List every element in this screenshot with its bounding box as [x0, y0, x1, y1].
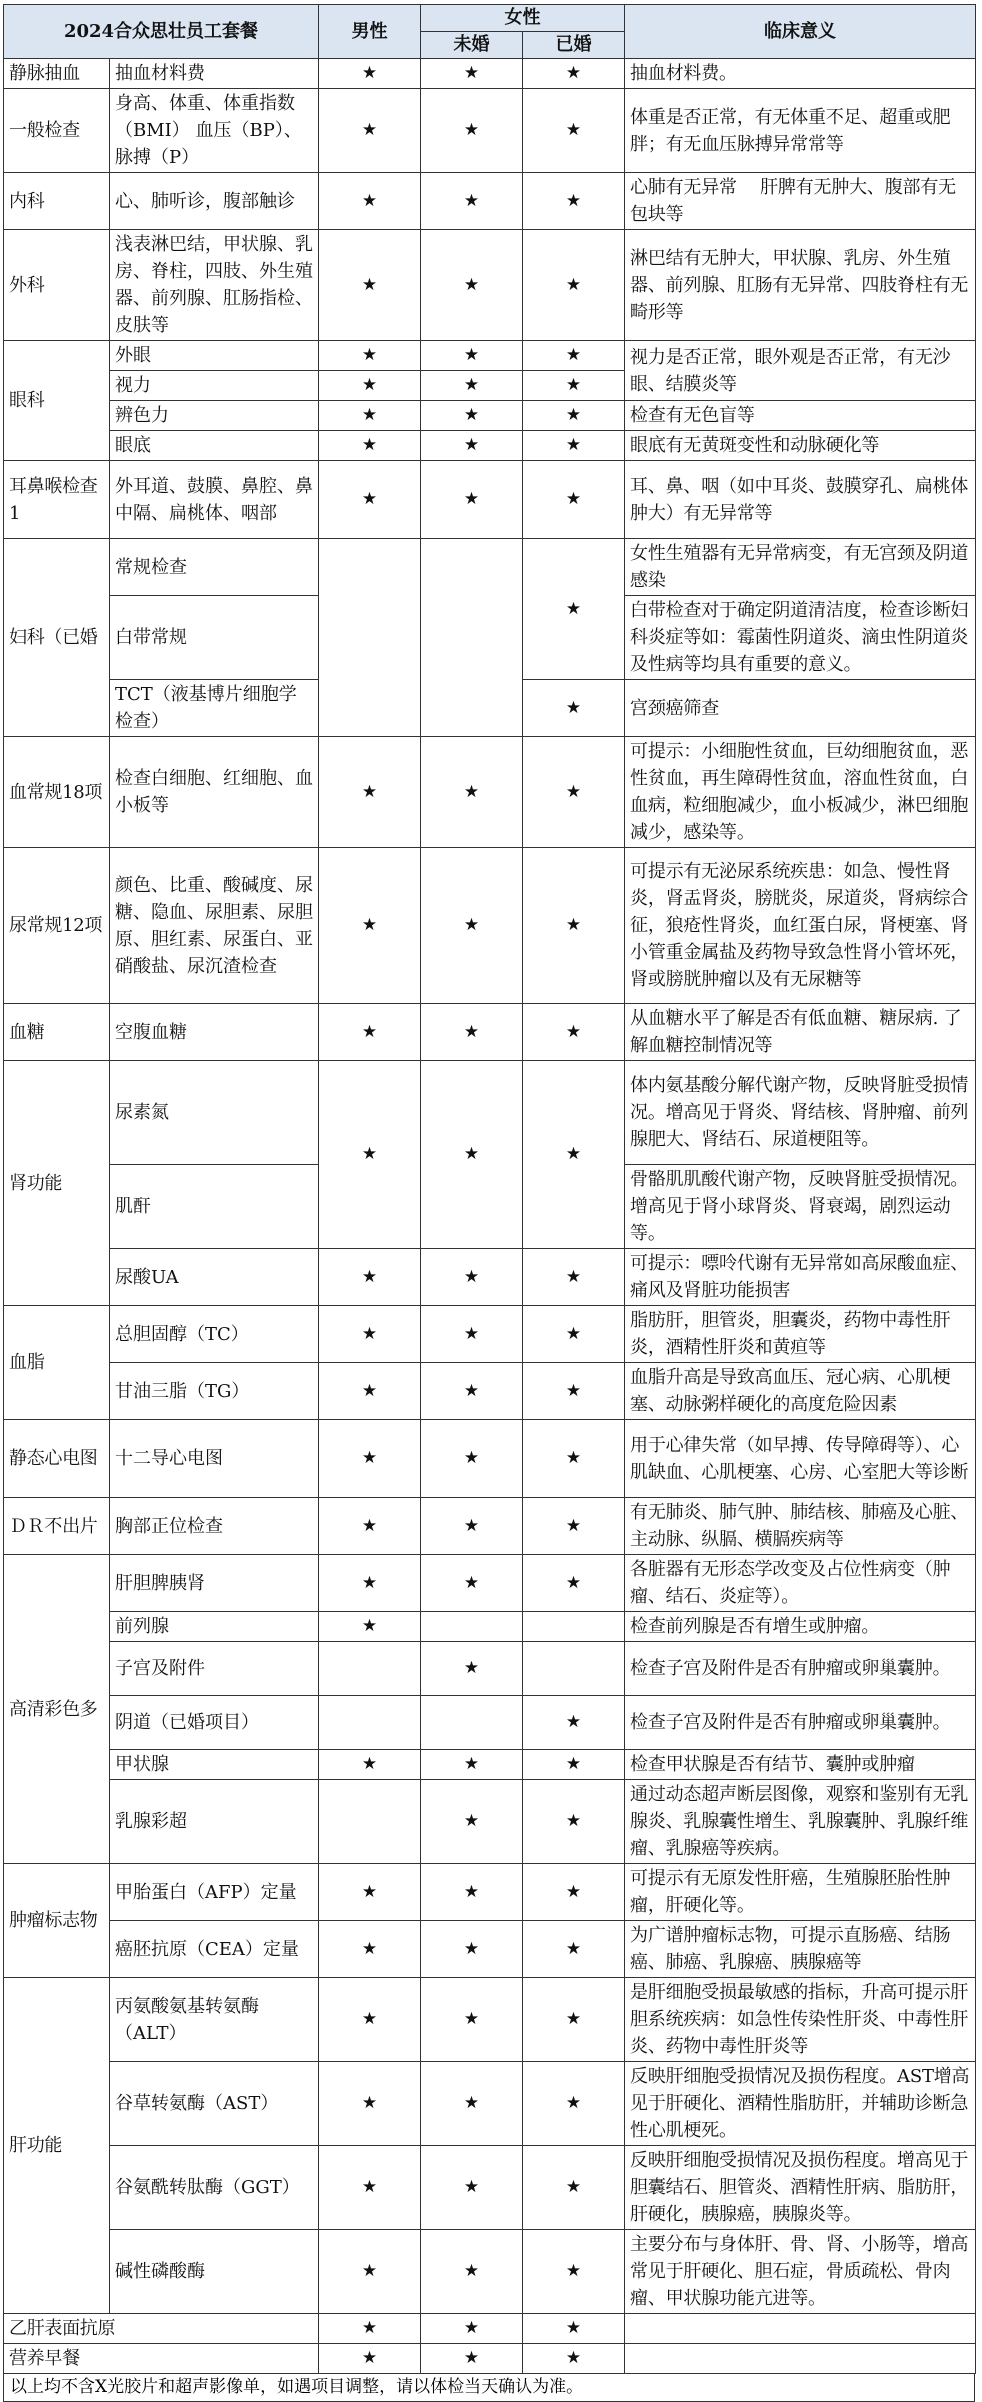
meaning-cell: 检查前列腺是否有增生或肿瘤。 [625, 1612, 976, 1642]
table-row [4, 1612, 976, 1642]
married-mark: ★ [523, 1306, 625, 1363]
category-cell: 肝功能 [4, 1978, 110, 2314]
meaning-cell: 可提示：小细胞性贫血，巨幼细胞贫血，恶性贫血，再生障碍性贫血，溶血性贫血，白血病，粒细胞减少，血小板减少，淋巴细胞减少，感染等。 [625, 737, 976, 848]
unmarried-empty-cell [421, 1696, 523, 1750]
category-cell: 静态心电图 [4, 1420, 110, 1498]
table-row [4, 1498, 976, 1555]
unmarried-mark: ★ [421, 431, 523, 461]
meaning-cell: 抽血材料费。 [625, 59, 976, 89]
item-cell: 颜色、比重、酸碱度、尿糖、隐血、尿胆素、尿胆原、胆红素、尿蛋白、亚硝酸盐、尿沉渣检查 [110, 848, 319, 1004]
unmarried-mark: ★ [421, 1978, 523, 2062]
married-mark: ★ [523, 1696, 625, 1750]
table-row [4, 1780, 976, 1864]
item-cell: 癌胚抗原（CEA）定量 [110, 1921, 319, 1978]
married-mark: ★ [523, 2230, 625, 2314]
header-male: 男性 [319, 5, 421, 59]
male-mark: ★ [319, 1061, 421, 1249]
header-clinical-meaning: 临床意义 [625, 5, 976, 59]
male-mark: ★ [319, 1004, 421, 1061]
male-mark: ★ [319, 230, 421, 341]
male-mark: ★ [319, 371, 421, 401]
married-mark: ★ [523, 371, 625, 401]
male-empty-cell [319, 1696, 421, 1750]
item-cell: 心、肺听诊，腹部触诊 [110, 173, 319, 230]
category-cell: 营养早餐 [4, 2344, 319, 2374]
married-mark: ★ [523, 1363, 625, 1420]
meaning-cell: 体重是否正常，有无体重不足、超重或肥胖；有无血压脉搏异常常等 [625, 89, 976, 173]
item-cell: 总胆固醇（TC） [110, 1306, 319, 1363]
married-mark: ★ [523, 1555, 625, 1612]
category-cell: 外科 [4, 230, 110, 341]
male-mark: ★ [319, 1420, 421, 1498]
meaning-cell: 用于心律失常（如早搏、传导障碍等）、心肌缺血、心肌梗塞、心房、心室肥大等诊断 [625, 1420, 976, 1498]
item-cell: 肝胆脾胰肾 [110, 1555, 319, 1612]
header-married: 已婚 [523, 32, 625, 59]
unmarried-mark: ★ [421, 2062, 523, 2146]
meaning-cell: 反映肝细胞受损情况及损伤程度。增高见于胆囊结石、胆管炎、酒精性肝病、脂肪肝，肝硬化，胰腺癌，胰腺炎等。 [625, 2146, 976, 2230]
meaning-cell: 各脏器有无形态学改变及占位性病变（肿瘤、结石、炎症等）。 [625, 1555, 976, 1612]
married-mark: ★ [523, 1249, 625, 1306]
item-cell: 肌酐 [110, 1165, 319, 1249]
male-mark: ★ [319, 1363, 421, 1420]
male-empty-cell [319, 539, 421, 737]
item-cell: 胸部正位检查 [110, 1498, 319, 1555]
unmarried-mark: ★ [421, 737, 523, 848]
header-female: 女性 [421, 5, 625, 32]
table-row [4, 2344, 976, 2374]
unmarried-mark: ★ [421, 341, 523, 371]
meaning-cell: 体内氨基酸分解代谢产物，反映肾脏受损情况。增高见于肾炎、肾结核、肾肿瘤、前列腺肥大、肾结石、尿道梗阻等。 [625, 1061, 976, 1165]
unmarried-mark: ★ [421, 59, 523, 89]
item-cell: 检查白细胞、红细胞、血小板等 [110, 737, 319, 848]
unmarried-mark: ★ [421, 1420, 523, 1498]
category-cell: 肿瘤标志物 [4, 1864, 110, 1978]
item-cell: 身高、体重、体重指数（BMI） 血压（BP）、脉搏（P） [110, 89, 319, 173]
male-mark: ★ [319, 1978, 421, 2062]
item-cell: 外眼 [110, 341, 319, 371]
table-row [4, 461, 976, 539]
table-row [4, 230, 976, 341]
item-cell: 外耳道、鼓膜、鼻腔、鼻中隔、扁桃体、咽部 [110, 461, 319, 539]
category-cell: 血糖 [4, 1004, 110, 1061]
male-mark: ★ [319, 431, 421, 461]
category-cell: 一般检查 [4, 89, 110, 173]
table-row [4, 539, 976, 596]
unmarried-mark: ★ [421, 1498, 523, 1555]
unmarried-empty-cell [421, 1612, 523, 1642]
male-mark: ★ [319, 1750, 421, 1780]
table-row [4, 737, 976, 848]
meaning-cell: 宫颈癌筛查 [625, 680, 976, 737]
item-cell: 甲胎蛋白（AFP）定量 [110, 1864, 319, 1921]
table-row [4, 1978, 976, 2062]
unmarried-mark: ★ [421, 2314, 523, 2344]
married-empty-cell [523, 1612, 625, 1642]
married-mark: ★ [523, 848, 625, 1004]
item-cell: 碱性磷酸酶 [110, 2230, 319, 2314]
married-mark: ★ [523, 1498, 625, 1555]
table-row [4, 89, 976, 173]
category-cell: 内科 [4, 173, 110, 230]
footnote: 以上均不含X光胶片和超声影像单，如遇项目调整，请以体检当天确认为准。 [3, 2374, 975, 2402]
unmarried-mark: ★ [421, 1750, 523, 1780]
meaning-cell: 心肺有无异常 肝脾有无肿大、腹部有无包块等 [625, 173, 976, 230]
male-mark: ★ [319, 89, 421, 173]
married-mark: ★ [523, 1864, 625, 1921]
married-mark: ★ [523, 539, 625, 680]
married-mark: ★ [523, 230, 625, 341]
item-cell: 阴道（已婚项目） [110, 1696, 319, 1750]
meaning-cell: 检查甲状腺是否有结节、囊肿或肿瘤 [625, 1750, 976, 1780]
married-mark: ★ [523, 737, 625, 848]
category-cell: 高清彩色多 [4, 1555, 110, 1864]
married-mark: ★ [523, 2314, 625, 2344]
male-mark: ★ [319, 1498, 421, 1555]
category-cell: 静脉抽血 [4, 59, 110, 89]
unmarried-mark: ★ [421, 1061, 523, 1249]
table-row [4, 431, 976, 461]
table-row [4, 1750, 976, 1780]
item-cell: 常规检查 [110, 539, 319, 596]
male-mark: ★ [319, 1612, 421, 1642]
category-cell: 尿常规12项 [4, 848, 110, 1004]
unmarried-mark: ★ [421, 1363, 523, 1420]
table-row [4, 1921, 976, 1978]
table-row [4, 1004, 976, 1061]
unmarried-mark: ★ [421, 89, 523, 173]
meaning-empty-cell [625, 2314, 976, 2344]
meaning-cell: 有无肺炎、肺气肿、肺结核、肺癌及心脏、主动脉、纵膈、横膈疾病等 [625, 1498, 976, 1555]
married-mark: ★ [523, 1780, 625, 1864]
category-cell: 眼科 [4, 341, 110, 461]
meaning-cell: 血脂升高是导致高血压、冠心病、心肌梗塞、动脉粥样硬化的高度危险因素 [625, 1363, 976, 1420]
married-empty-cell [523, 1642, 625, 1696]
table-row [4, 1642, 976, 1696]
item-cell: 丙氨酸氨基转氨酶（ALT） [110, 1978, 319, 2062]
category-cell: ＤＲ不出片 [4, 1498, 110, 1555]
table-row [4, 401, 976, 431]
male-mark: ★ [319, 1249, 421, 1306]
unmarried-mark: ★ [421, 1921, 523, 1978]
married-mark: ★ [523, 341, 625, 371]
item-cell: 抽血材料费 [110, 59, 319, 89]
unmarried-mark: ★ [421, 461, 523, 539]
male-mark: ★ [319, 341, 421, 371]
unmarried-mark: ★ [421, 2230, 523, 2314]
male-mark: ★ [319, 59, 421, 89]
table-row [4, 2146, 976, 2230]
married-mark: ★ [523, 59, 625, 89]
male-mark: ★ [319, 1306, 421, 1363]
item-cell: 尿素氮 [110, 1061, 319, 1165]
married-mark: ★ [523, 1750, 625, 1780]
meaning-cell: 检查子宫及附件是否有肿瘤或卵巢囊肿。 [625, 1642, 976, 1696]
meaning-cell: 可提示有无原发性肝癌，生殖腺胚胎性肿瘤，肝硬化等。 [625, 1864, 976, 1921]
male-mark: ★ [319, 1921, 421, 1978]
unmarried-mark: ★ [421, 401, 523, 431]
meaning-cell: 耳、鼻、咽（如中耳炎、鼓膜穿孔、扁桃体肿大）有无异常等 [625, 461, 976, 539]
male-mark: ★ [319, 2062, 421, 2146]
table-row [4, 173, 976, 230]
category-cell: 乙肝表面抗原 [4, 2314, 319, 2344]
item-cell: TCT（液基博片细胞学检查） [110, 680, 319, 737]
table-row [4, 1306, 976, 1363]
item-cell: 乳腺彩超 [110, 1780, 319, 1864]
married-mark: ★ [523, 680, 625, 737]
category-cell: 耳鼻喉检查1 [4, 461, 110, 539]
meaning-cell: 检查子宫及附件是否有肿瘤或卵巢囊肿。 [625, 1696, 976, 1750]
table-row [4, 1061, 976, 1165]
meaning-cell: 检查有无色盲等 [625, 401, 976, 431]
married-mark: ★ [523, 1921, 625, 1978]
unmarried-mark: ★ [421, 2146, 523, 2230]
meaning-cell: 从血糖水平了解是否有低血糖、糖尿病. 了解血糖控制情况等 [625, 1004, 976, 1061]
male-mark: ★ [319, 2230, 421, 2314]
table-row [4, 1864, 976, 1921]
married-mark: ★ [523, 173, 625, 230]
item-cell: 十二导心电图 [110, 1420, 319, 1498]
meaning-cell: 反映肝细胞受损情况及损伤程度。AST增高见于肝硬化、酒精性脂肪肝，并辅助诊断急性心肌梗死。 [625, 2062, 976, 2146]
married-mark: ★ [523, 1061, 625, 1249]
meaning-cell: 骨骼肌肌酸代谢产物，反映肾脏受损情况。增高见于肾小球肾炎、肾衰竭，剧烈运动等。 [625, 1165, 976, 1249]
married-mark: ★ [523, 431, 625, 461]
meaning-cell: 可提示有无泌尿系统疾患：如急、慢性肾炎，肾盂肾炎，膀胱炎，尿道炎，肾病综合征，狼疮性肾炎，血红蛋白尿，肾梗塞、肾小管重金属盐及药物导致急性肾小管坏死，肾或膀胱肿瘤以及有无尿糖等 [625, 848, 976, 1004]
male-mark: ★ [319, 401, 421, 431]
unmarried-mark: ★ [421, 371, 523, 401]
meaning-empty-cell [625, 2344, 976, 2374]
male-mark: ★ [319, 2146, 421, 2230]
table-row [4, 1696, 976, 1750]
table-row [4, 1249, 976, 1306]
meaning-cell: 主要分布与身体肝、骨、肾、小肠等，增高常见于肝硬化、胆石症，骨质疏松、骨肉瘤、甲状腺功能亢进等。 [625, 2230, 976, 2314]
table-row [4, 848, 976, 1004]
meaning-cell: 女性生殖器有无异常病变，有无宫颈及阴道感染 [625, 539, 976, 596]
married-mark: ★ [523, 1420, 625, 1498]
meaning-cell: 脂肪肝，胆管炎，胆囊炎，药物中毒性肝炎，酒精性肝炎和黄疸等 [625, 1306, 976, 1363]
male-mark: ★ [319, 1864, 421, 1921]
male-mark: ★ [319, 2344, 421, 2374]
category-cell: 妇科（已婚 [4, 539, 110, 737]
item-cell: 白带常规 [110, 596, 319, 680]
table-row [4, 2062, 976, 2146]
item-cell: 辨色力 [110, 401, 319, 431]
married-mark: ★ [523, 2146, 625, 2230]
unmarried-mark: ★ [421, 230, 523, 341]
meaning-cell: 是肝细胞受损最敏感的指标，升高可提示肝胆系统疾病：如急性传染性肝炎、中毒性肝炎、药物中毒性肝炎等 [625, 1978, 976, 2062]
married-mark: ★ [523, 461, 625, 539]
table-row [4, 2230, 976, 2314]
unmarried-mark: ★ [421, 1642, 523, 1696]
item-cell: 眼底 [110, 431, 319, 461]
category-cell: 血脂 [4, 1306, 110, 1420]
meaning-cell: 通过动态超声断层图像，观察和鉴别有无乳腺炎、乳腺囊性增生、乳腺囊肿、乳腺纤维瘤、乳腺癌等疾病。 [625, 1780, 976, 1864]
male-empty-cell [319, 1780, 421, 1864]
male-mark: ★ [319, 848, 421, 1004]
married-mark: ★ [523, 2062, 625, 2146]
married-mark: ★ [523, 1978, 625, 2062]
table-row [4, 1363, 976, 1420]
married-mark: ★ [523, 89, 625, 173]
table-row [4, 1555, 976, 1612]
unmarried-mark: ★ [421, 848, 523, 1004]
meaning-cell: 眼底有无黄斑变性和动脉硬化等 [625, 431, 976, 461]
table-row [4, 1420, 976, 1498]
unmarried-mark: ★ [421, 1306, 523, 1363]
married-mark: ★ [523, 2344, 625, 2374]
male-mark: ★ [319, 461, 421, 539]
header-unmarried: 未婚 [421, 32, 523, 59]
unmarried-mark: ★ [421, 1555, 523, 1612]
unmarried-mark: ★ [421, 2344, 523, 2374]
category-cell: 血常规18项 [4, 737, 110, 848]
meaning-cell: 可提示：嘌呤代谢有无异常如高尿酸血症、痛风及肾脏功能损害 [625, 1249, 976, 1306]
table-row [4, 2314, 976, 2344]
unmarried-mark: ★ [421, 1004, 523, 1061]
unmarried-mark: ★ [421, 1864, 523, 1921]
unmarried-mark: ★ [421, 173, 523, 230]
table-row [4, 59, 976, 89]
unmarried-empty-cell [421, 539, 523, 737]
item-cell: 甲状腺 [110, 1750, 319, 1780]
married-mark: ★ [523, 401, 625, 431]
item-cell: 空腹血糖 [110, 1004, 319, 1061]
category-cell: 肾功能 [4, 1061, 110, 1306]
item-cell: 甘油三脂（TG） [110, 1363, 319, 1420]
meaning-cell: 淋巴结有无肿大，甲状腺、乳房、外生殖器、前列腺、肛肠有无异常、四肢脊柱有无畸形等 [625, 230, 976, 341]
header-package-title: 2024合众思壮员工套餐 [4, 5, 319, 59]
item-cell: 谷草转氨酶（AST） [110, 2062, 319, 2146]
unmarried-mark: ★ [421, 1780, 523, 1864]
male-mark: ★ [319, 737, 421, 848]
item-cell: 尿酸UA [110, 1249, 319, 1306]
checkup-package-table [3, 4, 976, 2374]
item-cell: 浅表淋巴结，甲状腺、乳房、脊柱，四肢、外生殖器、前列腺、肛肠指检、皮肤等 [110, 230, 319, 341]
male-empty-cell [319, 1642, 421, 1696]
male-mark: ★ [319, 173, 421, 230]
male-mark: ★ [319, 1555, 421, 1612]
item-cell: 子宫及附件 [110, 1642, 319, 1696]
table-row [4, 341, 976, 371]
married-mark: ★ [523, 1004, 625, 1061]
meaning-cell: 为广谱肿瘤标志物，可提示直肠癌、结肠癌、肺癌、乳腺癌、胰腺癌等 [625, 1921, 976, 1978]
item-cell: 视力 [110, 371, 319, 401]
unmarried-mark: ★ [421, 1249, 523, 1306]
item-cell: 前列腺 [110, 1612, 319, 1642]
item-cell: 谷氨酰转肽酶（GGT） [110, 2146, 319, 2230]
male-mark: ★ [319, 2314, 421, 2344]
meaning-cell: 白带检查对于确定阴道清洁度，检查诊断妇科炎症等如：霉菌性阴道炎、滴虫性阴道炎及性病等均具有重要的意义。 [625, 596, 976, 680]
meaning-cell: 视力是否正常，眼外观是否正常，有无沙眼、结膜炎等 [625, 341, 976, 401]
